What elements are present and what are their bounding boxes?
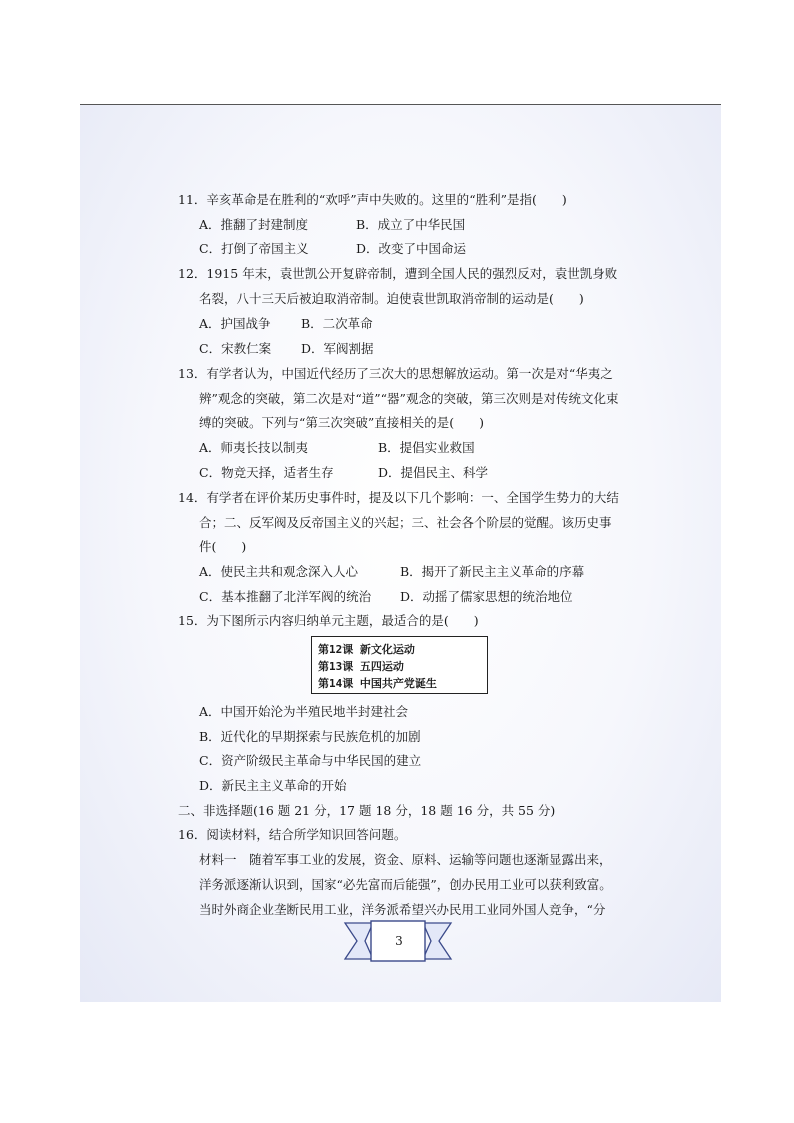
q14-option-c: C．基本推翻了北洋军阀的统治 (199, 589, 372, 604)
q15-option-b: B．近代化的早期探索与民族危机的加剧 (199, 729, 421, 744)
q11-option-a: A．推翻了封建制度 (199, 217, 309, 232)
q16-material-line2: 洋务派逐渐认识到，国家“必先富而后能强”，创办民用工业可以获利致富。 (199, 877, 612, 892)
lesson-list-box (311, 636, 488, 694)
q14-option-b: B．揭开了新民主主义革命的序幕 (400, 564, 585, 579)
q12-stem-line2: 名裂，八十三天后被迫取消帝制。迫使袁世凯取消帝制的运动是( ) (199, 291, 584, 306)
q14-option-a: A．使民主共和观念深入人心 (199, 564, 359, 579)
header-rule (80, 104, 721, 105)
q15-option-c: C．资产阶级民主革命与中华民国的建立 (199, 753, 422, 768)
q11-option-d: D．改变了中国命运 (356, 241, 467, 256)
q13-option-a: A．师夷长技以制夷 (199, 440, 309, 455)
q15-option-d: D．新民主主义革命的开始 (199, 778, 347, 793)
q13-stem-line3: 缚的突破。下列与“第三次突破”直接相关的是( ) (199, 415, 485, 430)
q11-option-c: C．打倒了帝国主义 (199, 241, 309, 256)
q16-material-line3: 当时外商企业垄断民用工业，洋务派希望兴办民用工业同外国人竞争，“分 (199, 902, 606, 917)
q11-stem: 11．辛亥革命是在胜利的“欢呼”声中失败的。这里的“胜利”是指( ) (178, 192, 567, 207)
q15-option-a: A．中国开始沦为半殖民地半封建社会 (199, 704, 409, 719)
q14-stem-line1: 14．有学者在评价某历史事件时，提及以下几个影响：一、全国学生势力的大结 (178, 490, 619, 505)
q13-option-b: B．提倡实业救国 (378, 440, 475, 455)
page-number: 3 (395, 934, 403, 948)
q12-option-c: C．宋教仁案 (199, 341, 272, 356)
q13-stem-line1: 13．有学者认为，中国近代经历了三次大的思想解放运动。第一次是对“华夷之 (178, 366, 613, 381)
q11-option-b: B．成立了中华民国 (356, 217, 466, 232)
q13-option-c: C．物竞天择，适者生存 (199, 465, 334, 480)
q15-stem: 15．为下图所示内容归纳单元主题，最适合的是( ) (178, 613, 479, 628)
section-heading: 二、非选择题(16 题 21 分，17 题 18 分，18 题 16 分，共 55 分) (178, 803, 556, 818)
q12-option-b: B．二次革命 (301, 316, 373, 331)
q16-stem: 16．阅读材料，结合所学知识回答问题。 (178, 827, 407, 842)
q13-option-d: D．提倡民主、科学 (378, 465, 489, 480)
lesson-13-label: 第13课 五四运动 (318, 660, 404, 673)
q12-option-d: D．军阀割据 (301, 341, 374, 356)
q14-stem-line3: 件( ) (199, 539, 247, 554)
q14-option-d: D．动摇了儒家思想的统治地位 (400, 589, 573, 604)
q14-stem-line2: 合；二、反军阀及反帝国主义的兴起；三、社会各个阶层的觉醒。该历史事 (199, 515, 612, 530)
q13-stem-line2: 辨”观念的突破，第二次是对“道”“器”观念的突破，第三次则是对传统文化束 (199, 391, 619, 406)
q16-material-line1: 材料一 随着军事工业的发展，资金、原料、运输等问题也逐渐显露出来， (199, 852, 612, 867)
q12-stem-line1: 12．1915 年末，袁世凯公开复辟帝制，遭到全国人民的强烈反对，袁世凯身败 (178, 266, 618, 281)
q12-option-a: A．护国战争 (199, 316, 271, 331)
lesson-12-label: 第12课 新文化运动 (318, 643, 415, 656)
lesson-14-label: 第14课 中国共产党诞生 (318, 677, 437, 690)
